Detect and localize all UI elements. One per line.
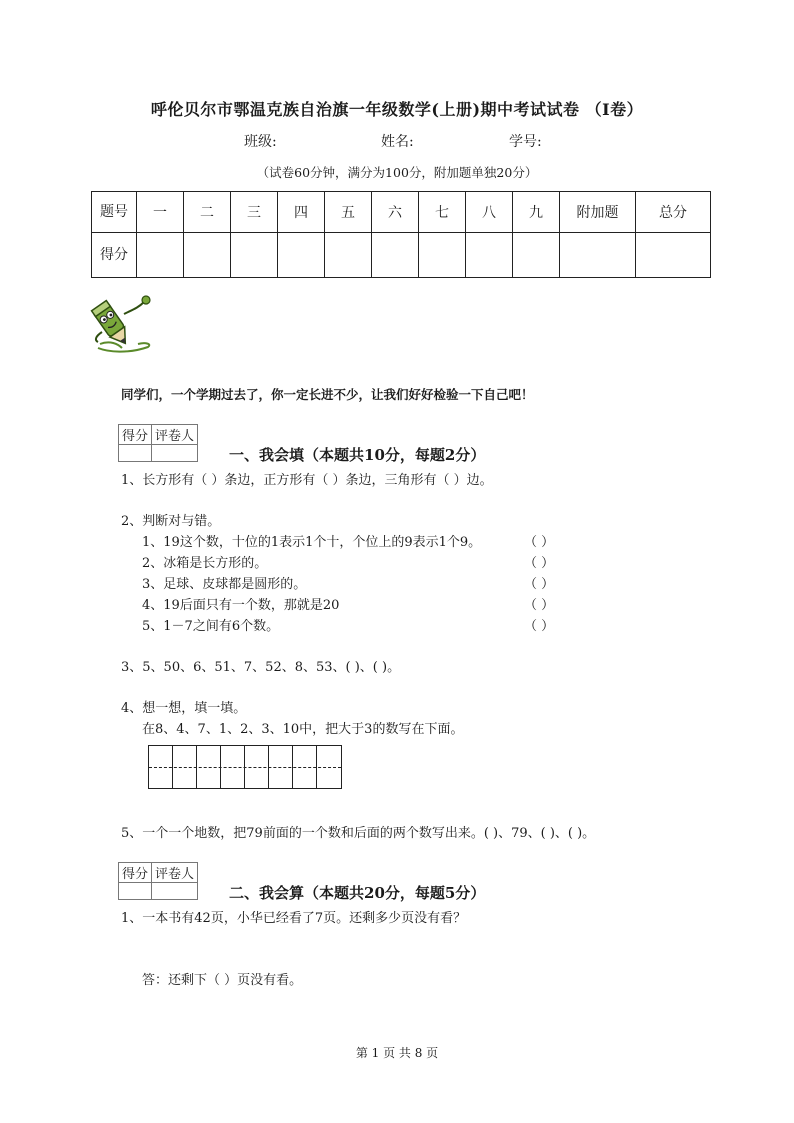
score-cell[interactable] xyxy=(636,233,711,278)
score-cell[interactable] xyxy=(137,233,184,278)
score-cell[interactable] xyxy=(325,233,372,278)
s2-question-1: 1、一本书有42页，小华已经看了7页。还剩多少页没有看？ xyxy=(121,911,467,926)
score-table-header-row xyxy=(92,192,711,233)
grader-score-cell[interactable] xyxy=(119,445,152,462)
s1-question-4-instruction: 在8、4、7、1、2、3、10中，把大于3的数写在下面。 xyxy=(142,722,464,737)
grader-score-label: 得分 xyxy=(119,425,152,445)
name-label: 姓名: xyxy=(381,134,414,150)
grader-box-1 xyxy=(118,424,198,462)
score-col-9: 九 xyxy=(513,192,560,233)
score-col-2: 二 xyxy=(184,192,231,233)
exam-title: 呼伦贝尔市鄂温克族自治旗一年级数学(上册)期中考试试卷 （I卷） xyxy=(150,100,644,119)
s1-question-1: 1、长方形有（ ）条边，正方形有（ ）条边，三角形有（ ）边。 xyxy=(121,473,493,488)
section1-title: 一、我会填（本题共10分，每题2分） xyxy=(229,446,486,464)
score-col-4: 四 xyxy=(278,192,325,233)
judge-answer-paren[interactable]: （ ） xyxy=(524,577,555,592)
score-table-value-row xyxy=(92,233,711,278)
grader-reviewer-label: 评卷人 xyxy=(152,425,198,445)
score-col-3: 三 xyxy=(231,192,278,233)
judge-item-5: 5、1－7之间有6个数。 xyxy=(142,619,280,634)
score-col-5: 五 xyxy=(325,192,372,233)
score-cell[interactable] xyxy=(278,233,325,278)
grader-box-2 xyxy=(118,862,198,900)
score-cell[interactable] xyxy=(466,233,513,278)
grader-reviewer-label: 评卷人 xyxy=(152,863,198,883)
judge-answer-paren[interactable]: （ ） xyxy=(524,619,555,634)
score-cell[interactable] xyxy=(560,233,636,278)
grader-reviewer-cell[interactable] xyxy=(152,445,198,462)
section2-title: 二、我会算（本题共20分，每题5分） xyxy=(229,884,486,902)
writing-grid[interactable] xyxy=(148,745,342,789)
page-footer: 第 1 页 共 8 页 xyxy=(355,1046,439,1060)
score-cell[interactable] xyxy=(231,233,278,278)
grader-reviewer-cell[interactable] xyxy=(152,883,198,900)
score-col-extra: 附加题 xyxy=(560,192,636,233)
score-table-row2-label: 得分 xyxy=(92,233,137,278)
score-cell[interactable] xyxy=(419,233,466,278)
judge-item-2: 2、冰箱是长方形的。 xyxy=(142,556,268,571)
score-cell[interactable] xyxy=(513,233,560,278)
score-col-1: 一 xyxy=(137,192,184,233)
cartoon-pencil-icon xyxy=(88,292,162,360)
grid-midline xyxy=(149,767,341,768)
judge-item-1: 1、19这个数，十位的1表示1个十，个位上的9表示1个9。 xyxy=(142,535,482,550)
judge-item-3: 3、足球、皮球都是圆形的。 xyxy=(142,577,307,592)
student-id-label: 学号: xyxy=(509,134,542,150)
judge-answer-paren[interactable]: （ ） xyxy=(524,535,555,550)
exam-note: （试卷60分钟，满分为100分，附加题单独20分） xyxy=(256,165,538,180)
score-table-row1-label: 题号 xyxy=(92,192,137,233)
s1-question-5: 5、一个一个地数，把79前面的一个数和后面的两个数写出来。( )、79、( )、( )。 xyxy=(121,826,596,841)
grader-score-label: 得分 xyxy=(119,863,152,883)
judge-item-4: 4、19后面只有一个数，那就是20 xyxy=(142,598,340,613)
class-label: 班级: xyxy=(244,134,277,150)
greeting-text: 同学们，一个学期过去了，你一定长进不少，让我们好好检验一下自己吧！ xyxy=(121,387,534,402)
score-col-6: 六 xyxy=(372,192,419,233)
grader-score-cell[interactable] xyxy=(119,883,152,900)
score-col-8: 八 xyxy=(466,192,513,233)
judge-answer-paren[interactable]: （ ） xyxy=(524,556,555,571)
s1-question-2: 2、判断对与错。 xyxy=(121,514,221,529)
s1-question-4: 4、想一想，填一填。 xyxy=(121,701,247,716)
score-cell[interactable] xyxy=(184,233,231,278)
judge-answer-paren[interactable]: （ ） xyxy=(524,598,555,613)
score-table xyxy=(91,191,711,278)
s2-answer-line: 答：还剩下（ ）页没有看。 xyxy=(142,973,303,988)
score-cell[interactable] xyxy=(372,233,419,278)
score-col-7: 七 xyxy=(419,192,466,233)
s1-question-3: 3、5、50、6、51、7、52、8、53、( )、( )。 xyxy=(121,660,401,675)
score-col-total: 总分 xyxy=(636,192,711,233)
